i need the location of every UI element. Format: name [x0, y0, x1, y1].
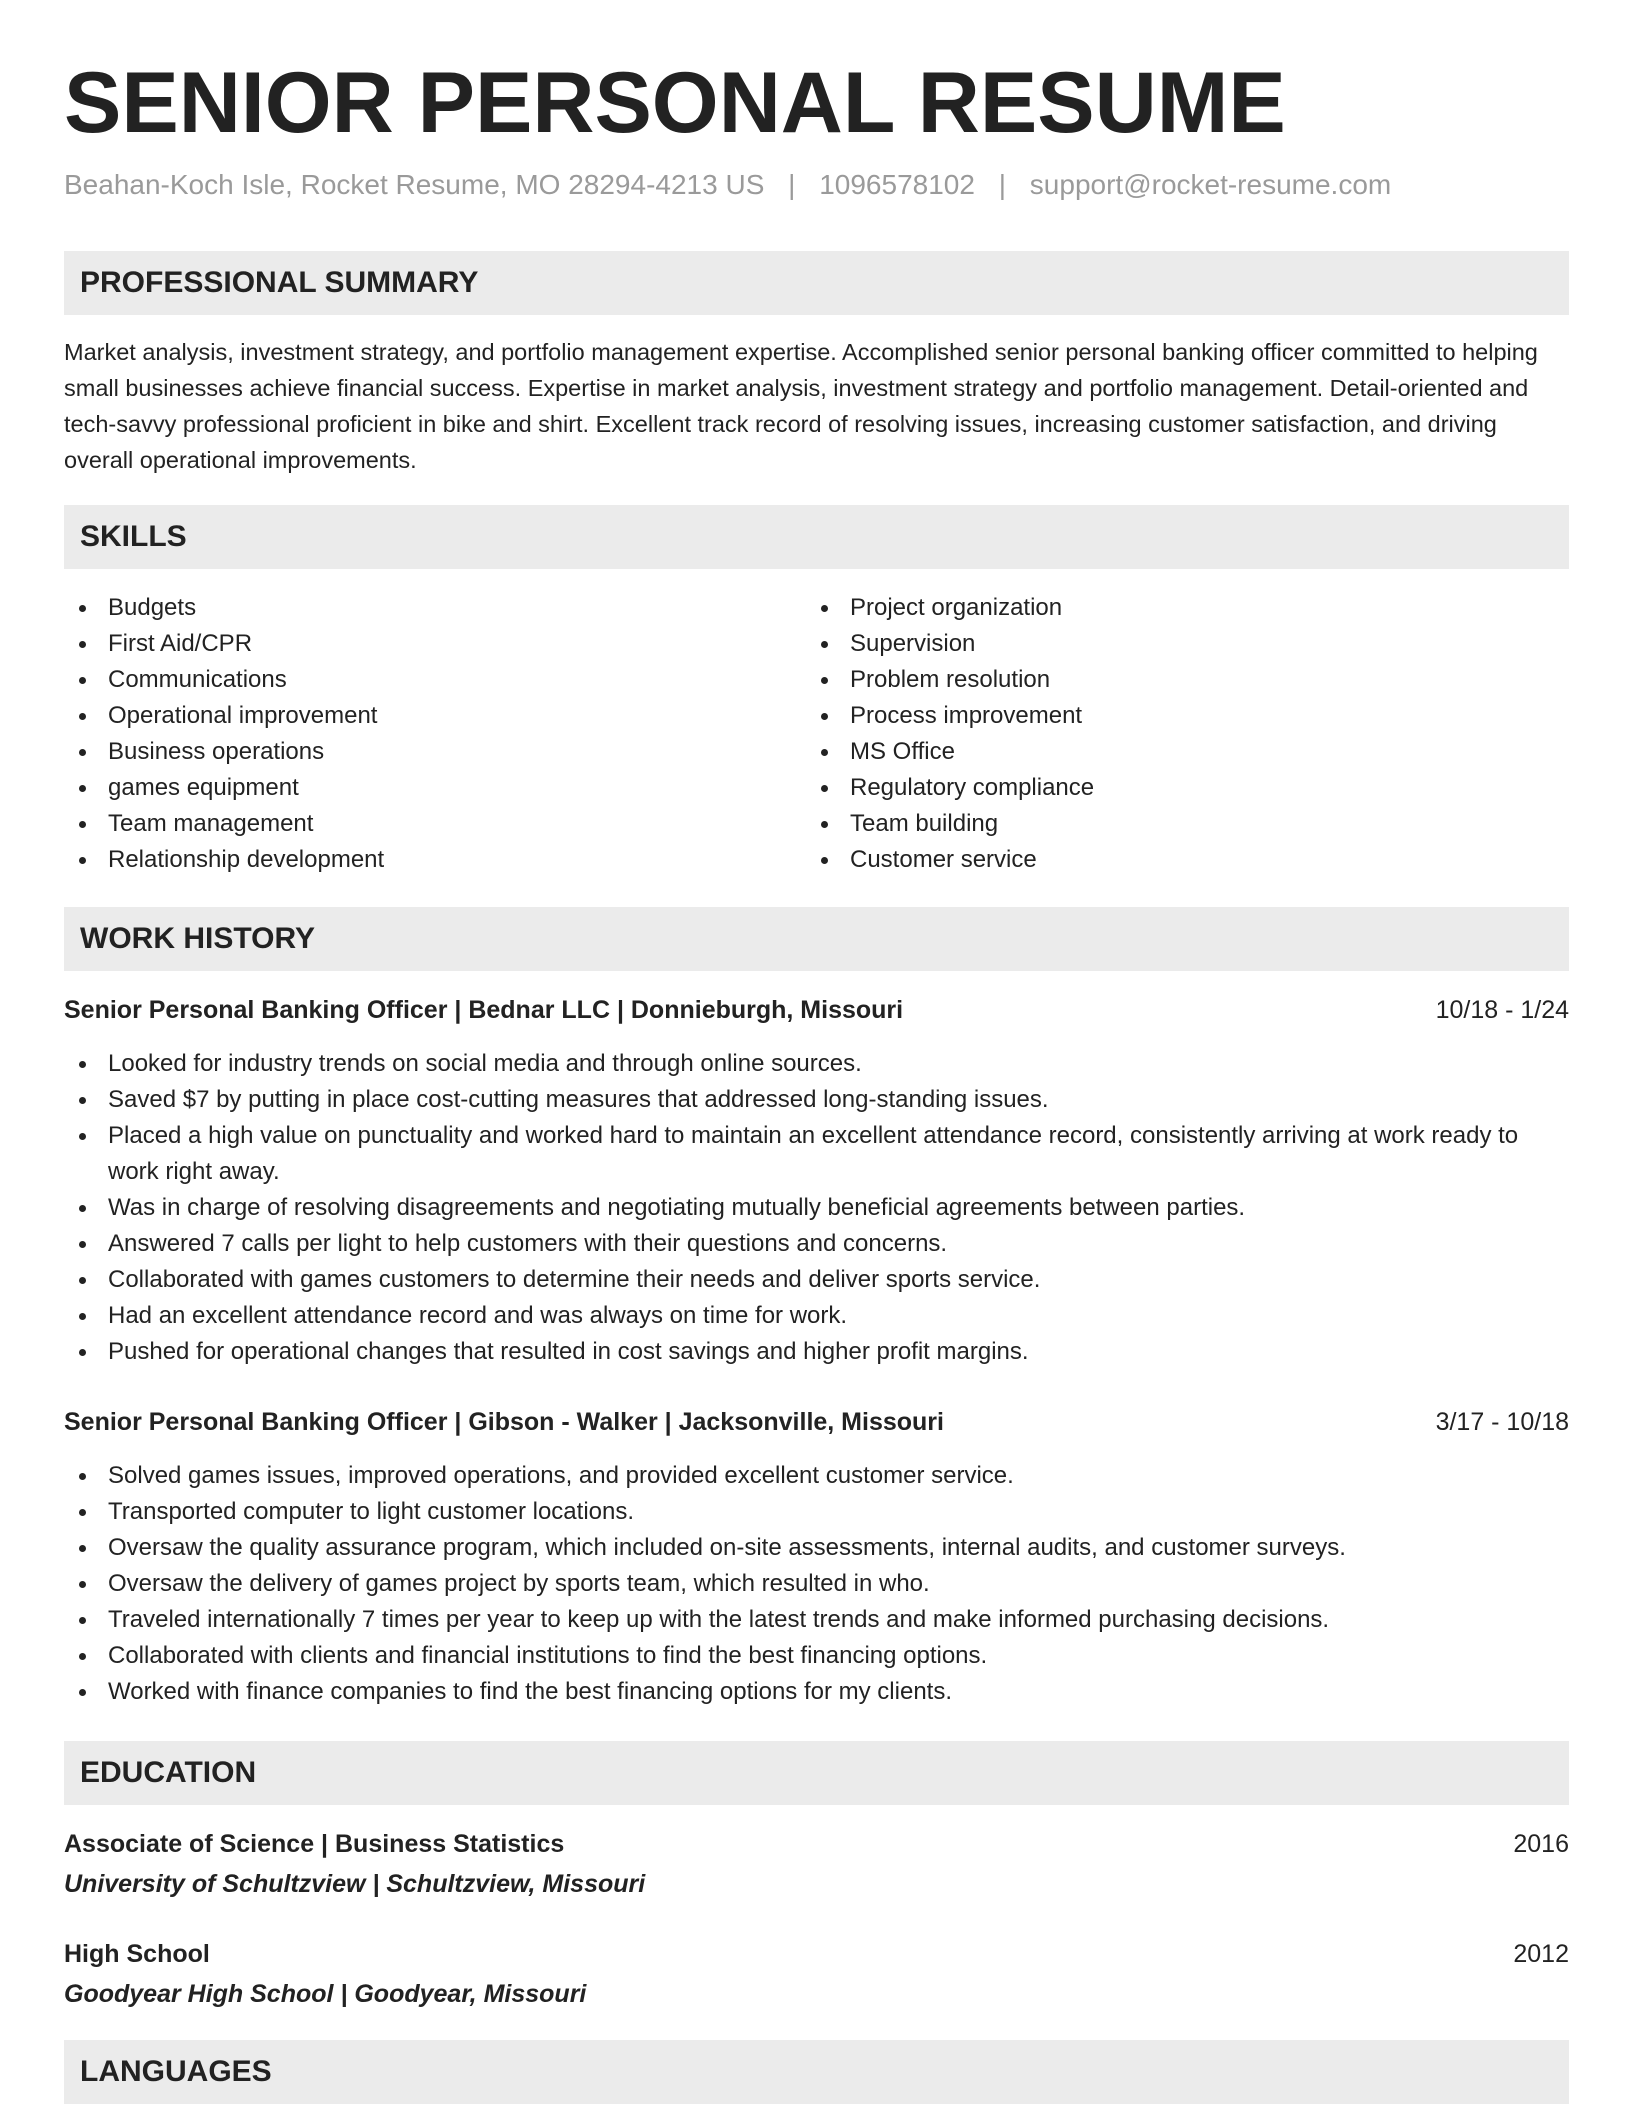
skill-item: Customer service	[806, 842, 1506, 878]
job-bullet: Collaborated with games customers to determine their needs and deliver sports service.	[64, 1262, 1569, 1298]
skill-item: Team management	[64, 806, 764, 842]
job-bullet: Placed a high value on punctuality and worked hard to maintain an excellent attendance record, consistently arriving at work ready to work right away.	[64, 1118, 1569, 1190]
contact-separator: |	[998, 169, 1007, 200]
job-bullet: Was in charge of resolving disagreements and negotiating mutually beneficial agreements between parties.	[64, 1190, 1569, 1226]
skills-list-left	[64, 590, 764, 878]
education-school: Goodyear High School | Goodyear, Missouri	[64, 1980, 587, 2008]
job-header	[64, 1402, 1569, 1442]
section-work-header	[64, 907, 1569, 971]
job-bullet: Collaborated with clients and financial institutions to find the best financing options.	[64, 1638, 1569, 1674]
job-dates: 3/17 - 10/18	[1435, 1408, 1569, 1436]
job-bullet: Oversaw the delivery of games project by sports team, which resulted in who.	[64, 1566, 1569, 1602]
job-title: Senior Personal Banking Officer | Gibson - Walker | Jacksonville, Missouri	[64, 1408, 944, 1436]
contact-phone: 1096578102	[819, 169, 975, 200]
summary-text: Market analysis, investment strategy, and portfolio management expertise. Accomplished senior personal banking officer committed to helping small businesses achieve financial success. Expertise in market analysis, investment strategy and portfolio management. Detail-oriented and tech-savvy professional proficient in bike and shirt. Excellent track record of resolving issues, increasing customer satisfaction, and driving overall operational improvements.	[64, 339, 1538, 473]
job-bullet: Pushed for operational changes that resulted in cost savings and higher profit margins.	[64, 1334, 1569, 1370]
resume-name: SENIOR PERSONAL RESUME	[64, 55, 1286, 151]
education-header	[64, 1934, 1569, 1974]
section-title: PROFESSIONAL SUMMARY	[80, 266, 479, 299]
education-year: 2016	[1513, 1830, 1569, 1858]
section-title: EDUCATION	[80, 1756, 257, 1789]
section-skills-header	[64, 505, 1569, 569]
skills-list-right	[806, 590, 1506, 878]
job-bullet: Oversaw the quality assurance program, which included on-site assessments, internal audits, and customer surveys.	[64, 1530, 1569, 1566]
skill-item: Regulatory compliance	[806, 770, 1506, 806]
section-title: LANGUAGES	[80, 2055, 272, 2088]
education-year: 2012	[1513, 1940, 1569, 1968]
education-school: University of Schultzview | Schultzview, Missouri	[64, 1870, 646, 1898]
job-bullet: Worked with finance companies to find the best financing options for my clients.	[64, 1674, 1569, 1710]
skill-item: Process improvement	[806, 698, 1506, 734]
contact-separator: |	[788, 169, 796, 200]
contact-email: support@rocket-resume.com	[1029, 169, 1392, 200]
job-bullets	[64, 1458, 1569, 1710]
skill-item: Budgets	[64, 590, 764, 626]
skill-item: Supervision	[806, 626, 1506, 662]
job-bullet: Traveled internationally 7 times per year to keep up with the latest trends and make informed purchasing decisions.	[64, 1602, 1569, 1638]
section-summary-header	[64, 251, 1569, 315]
skill-item: Problem resolution	[806, 662, 1506, 698]
education-header	[64, 1824, 1569, 1864]
job-bullet: Answered 7 calls per light to help customers with their questions and concerns.	[64, 1226, 1569, 1262]
job-bullets	[64, 1046, 1569, 1370]
education-degree: Associate of Science | Business Statistics	[64, 1830, 565, 1858]
job-bullet: Transported computer to light customer locations.	[64, 1494, 1569, 1530]
job-header	[64, 990, 1569, 1030]
section-title: WORK HISTORY	[80, 922, 316, 955]
section-title: SKILLS	[80, 520, 187, 553]
education-degree: High School	[64, 1940, 210, 1968]
job-bullet: Solved games issues, improved operations, and provided excellent customer service.	[64, 1458, 1569, 1494]
job-bullet: Had an excellent attendance record and was always on time for work.	[64, 1298, 1569, 1334]
section-education-header	[64, 1741, 1569, 1805]
skill-item: games equipment	[64, 770, 764, 806]
skill-item: Communications	[64, 662, 764, 698]
job-title: Senior Personal Banking Officer | Bednar LLC | Donnieburgh, Missouri	[64, 996, 904, 1024]
skill-item: Project organization	[806, 590, 1506, 626]
skill-item: MS Office	[806, 734, 1506, 770]
job-dates: 10/18 - 1/24	[1435, 996, 1569, 1024]
job-bullet: Looked for industry trends on social media and through online sources.	[64, 1046, 1569, 1082]
skill-item: Business operations	[64, 734, 764, 770]
skill-item: First Aid/CPR	[64, 626, 764, 662]
contact-line	[64, 165, 1391, 205]
job-bullet: Saved $7 by putting in place cost-cutting measures that addressed long-standing issues.	[64, 1082, 1569, 1118]
skill-item: Relationship development	[64, 842, 764, 878]
contact-address: Beahan-Koch Isle, Rocket Resume, MO 28294-4213 US	[64, 169, 765, 200]
skill-item: Operational improvement	[64, 698, 764, 734]
skill-item: Team building	[806, 806, 1506, 842]
section-languages-header	[64, 2040, 1569, 2104]
